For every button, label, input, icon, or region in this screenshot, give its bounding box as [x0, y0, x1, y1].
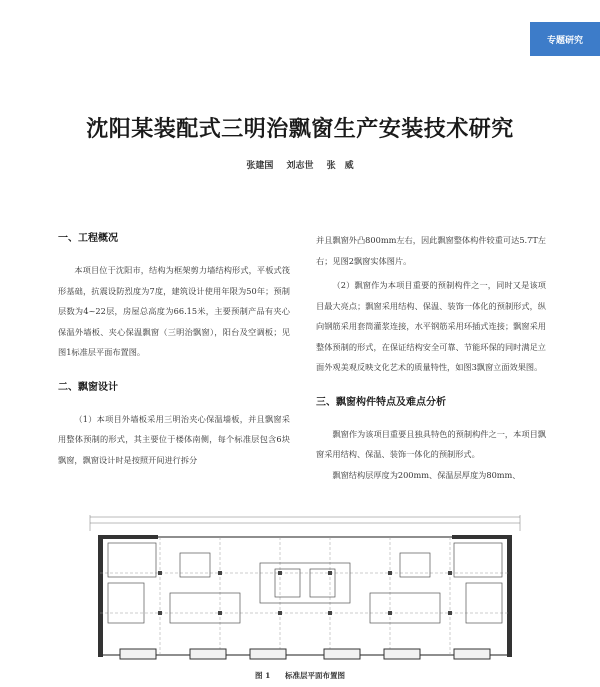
figure-caption [0, 670, 600, 681]
bay-window-feature-paragraph: （2）飘窗作为本项目重要的预制构件之一，同时又是该项目最大亮点；飘窗采用结构、保温、装饰一体化的预制形式，纵向钢筋采用套筒灌浆连接，水平钢筋采用环插式连接；飘窗采用整体预制的形式，在保证结构安全可靠、节能环保的同时满足立面外观美观反映文化艺术的质量特性，如图3飘窗立面效果图。 [316, 280, 546, 372]
project-overview-paragraph: 本项目位于沈阳市，结构为框架剪力墙结构形式，平板式筏形基础，抗震设防烈度为7度，建筑设计使用年限为50年；预制层数为4~22层，房屋总高度为66.15米，主要预制产品有夹心保温外墙板、夹心保温飘窗（三明治飘窗），阳台及空调板；见图1标准层平面布置图。 [58, 265, 290, 357]
figure-caption-label: 图 1 [255, 671, 271, 680]
section-tab: 专题研究 [530, 22, 600, 56]
author-name: 张 威 [326, 161, 354, 171]
component-analysis-paragraph: 飘窗作为该项目重要且独具特色的预制构件之一，本项目飘窗采用结构、保温、装饰一体化的预制形式。 [316, 428, 546, 459]
floor-plan-drawing [60, 513, 548, 663]
floor-plan-figure [60, 513, 548, 663]
left-column [58, 228, 290, 470]
section-heading-project-overview: 一、工程概况 [58, 233, 118, 244]
article-title: 沈阳某装配式三明治飘窗生产安装技术研究 [86, 117, 514, 142]
author-name: 刘志世 [286, 161, 314, 171]
bay-window-design-paragraph: （1）本项目外墙板采用三明治夹心保温墙板，并且飘窗采用整体预制的形式，其主要位于楼体南侧，每个标准层包含6块飘窗，飘窗设计时是按照开间进行拆分 [58, 413, 290, 465]
author-list [0, 158, 600, 171]
component-layer-paragraph: 飘窗结构层厚度为200mm、保温层厚度为80mm、 [332, 469, 521, 480]
section-heading-component-analysis: 三、飘窗构件特点及难点分析 [316, 396, 446, 408]
author-name: 张建国 [246, 161, 274, 171]
figure-caption-text: 标准层平面布置图 [284, 671, 345, 680]
continued-paragraph: 并且飘窗外凸800mm左右，因此飘窗整体构件较重可达5.7T左右；见图2飘窗实体图片。 [316, 235, 546, 266]
right-column [316, 230, 546, 485]
section-heading-bay-window-design: 二、飘窗设计 [58, 381, 118, 393]
